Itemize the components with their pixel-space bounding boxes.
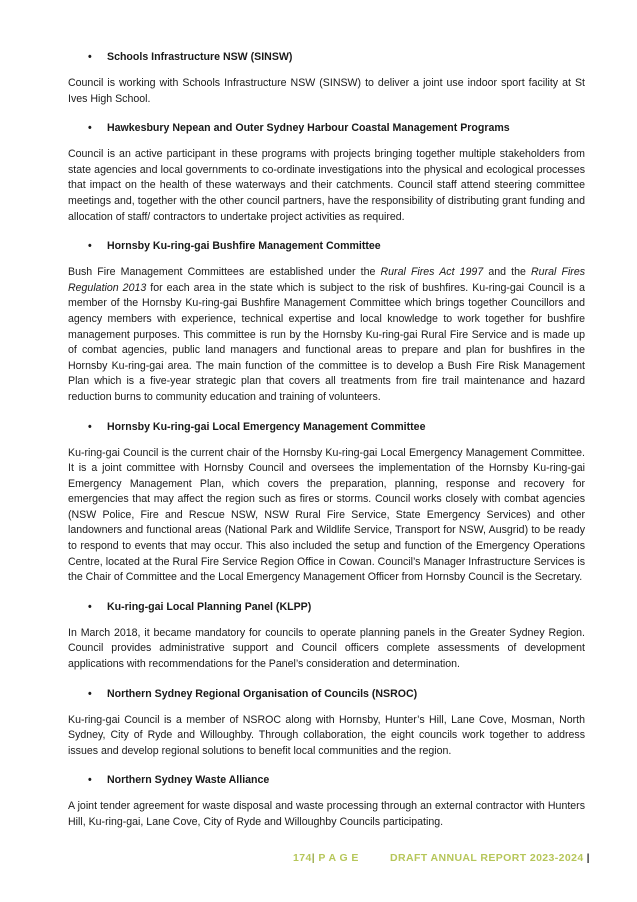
section-paragraph — [68, 265, 585, 405]
page-word: P A G E — [318, 852, 359, 864]
section-heading — [68, 420, 585, 434]
section-paragraph: Council is an active participant in these programs with projects bringing together multiple stakeholders from state agencies and local governments to co-ordinate investigations into the physical and ecological processes that impact on the health of these waterways and their catchments. Council staff attend steering committee meetings and, together with the other council partners, have the responsibility of distributing grant funding and allocation of staff/ contractors to undertake project activities as required. — [68, 148, 585, 223]
act-name: Rural Fires Act 1997 — [380, 266, 484, 279]
heading-text: Northern Sydney Regional Organisation of Councils (NSROC) — [107, 687, 418, 700]
paragraph-text: Bush Fire Management Committees are established under the — [68, 266, 381, 279]
heading-text: Ku-ring-gai Local Planning Panel (KLPP) — [107, 600, 312, 613]
section-paragraph: In March 2018, it became mandatory for councils to operate planning panels in the Greater Sydney Region. Council provides administrative support and Council officers complete assessments of development applications with recommendations for the Panel’s consideration and determination. — [68, 626, 585, 671]
section-paragraph: Ku-ring-gai Council is a member of NSROC along with Hornsby, Hunter’s Hill, Lane Cove, Mosman, North Sydney, City of Ryde and Willoughby. Through collaboration, the eight councils work together to address issues and develop regional solutions to benefit local communities and the region. — [68, 713, 585, 757]
bullet-icon: • — [88, 420, 92, 433]
paragraph-text: for each area in the state which is subject to the risk of bushfires. Ku-ring-gai Council is a member of the Hornsby Ku-ring-gai Bushfire Management Committee which brings together Councillors and agency members with experience, technical expertise and local knowledge to work together for bushfire management purposes. This committee is run by the Hornsby Ku-ring-gai Rural Fire Service and is made up of combat agencies, public land managers and functional areas to prepare and plan for bushfires in the Hornsby Ku-ring-gai area. The main function of the committee is to develop a Bush Fire Risk Management Plan which is a five-year strategic plan that covers all treatments from fire trail maintenance and hazard reduction burns to community education and training of volunteers. — [68, 281, 585, 403]
section-heading — [68, 600, 585, 614]
report-title-block — [390, 852, 590, 864]
section-paragraph: A joint tender agreement for waste disposal and waste processing through an external contractor with Hunters Hill, Ku-ring-gai, Lane Cove, City of Ryde and Willoughby Councils participating. — [68, 800, 585, 828]
section-paragraph: Ku-ring-gai Council is the current chair of the Hornsby Ku-ring-gai Local Emergency Management Committee. It is a joint committee with Hornsby Council and oversees the implementation of the Hornsby Ku-ring-gai Emergency Management Plan, which covers the preparation, planning, response and recovery for emergencies that may affect the region such as fires or storms. Council works closely with combat agencies (NSW Police, Fire and Rescue NSW, NSW Rural Fire Service, State Emergency Services) and other landowners and functional areas (National Park and Wildlife Service, Transport for NSW, Ausgrid) to be ready to respond to events that may occur. This also included the setup and function of the Emergency Operations Centre, located at the Rural Fire Service Region Office in Cowan. Council’s Manager Infrastructure Services is the Chair of Committee and the Local Emergency Management Officer from Hornsby Council is the Secretary. — [68, 446, 585, 584]
section-heading — [68, 50, 585, 64]
page-footer — [0, 852, 637, 868]
section-heading — [68, 239, 585, 253]
section-heading — [68, 121, 585, 135]
bullet-icon: • — [88, 240, 92, 253]
section-heading — [68, 773, 585, 787]
page-indicator — [293, 852, 359, 864]
page-content — [68, 50, 585, 845]
section-paragraph: Council is working with Schools Infrastructure NSW (SINSW) to deliver a joint use indoor sport facility at St Ives High School. — [68, 77, 585, 105]
paragraph-text: and the — [483, 266, 532, 279]
bullet-icon: • — [88, 51, 92, 63]
section-heading — [68, 687, 585, 701]
bullet-icon: • — [88, 600, 92, 613]
title-separator: | — [586, 852, 590, 864]
page-number: 174 — [293, 852, 312, 864]
heading-text: Hawkesbury Nepean and Outer Sydney Harbour Coastal Management Programs — [107, 122, 510, 135]
heading-text: Hornsby Ku-ring-gai Local Emergency Management Committee — [107, 420, 426, 433]
heading-text: Hornsby Ku-ring-gai Bushfire Management Committee — [107, 240, 381, 253]
regulation-name: Rural Fires Regulation 2013 — [68, 266, 586, 294]
bullet-icon: • — [88, 687, 92, 700]
heading-text: Northern Sydney Waste Alliance — [107, 774, 270, 787]
page-separator: | — [311, 852, 316, 864]
report-title: DRAFT ANNUAL REPORT 2023-2024 — [390, 852, 584, 864]
bullet-icon: • — [88, 774, 92, 787]
bullet-icon: • — [88, 122, 92, 135]
heading-text: Schools Infrastructure NSW (SINSW) — [107, 51, 293, 63]
